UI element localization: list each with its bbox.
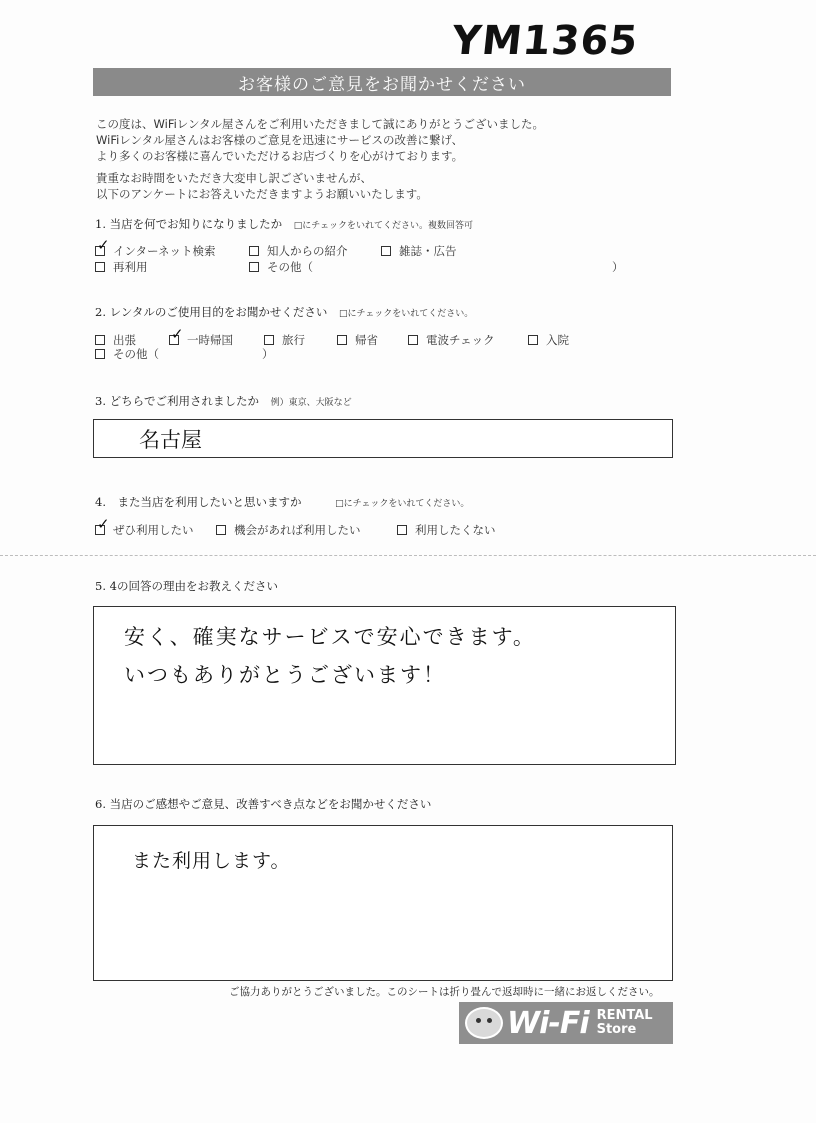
option-label: ぜひ利用したい xyxy=(113,523,194,537)
option-label: 一時帰国 xyxy=(187,333,233,347)
logo-sub-text xyxy=(597,1009,653,1037)
q1-option-internet[interactable] xyxy=(95,236,216,259)
q5-answer-box[interactable] xyxy=(93,606,676,765)
option-label: その他（ xyxy=(267,260,313,274)
q4-heading xyxy=(95,494,469,510)
checkbox[interactable] xyxy=(95,349,105,359)
option-label: 電波チェック xyxy=(426,333,495,347)
checkbox[interactable] xyxy=(95,335,105,345)
mascot-icon xyxy=(465,1007,503,1039)
intro-paragraph-2 xyxy=(96,170,428,202)
intro-line: 貴重なお時間をいただき大変申し訳ございませんが、 xyxy=(96,171,372,185)
q1-option-magazine[interactable] xyxy=(381,243,457,259)
checkbox[interactable] xyxy=(397,525,407,535)
q6-label: 6. 当店のご感想やご意見、改善すべき点などをお聞かせください xyxy=(95,797,432,811)
intro-line: この度は、WiFiレンタル屋さんをご利用いただきまして誠にありがとうございました。 xyxy=(96,117,545,131)
q3-handwritten-answer: 名古屋 xyxy=(139,428,202,452)
option-label: 再利用 xyxy=(113,260,148,274)
q5-handwritten-line: いつもありがとうございます！ xyxy=(124,663,446,687)
q1-label: 1. 当店を何でお知りになりましたか xyxy=(95,217,283,231)
q3-heading xyxy=(95,393,352,409)
logo-sub-top: RENTAL xyxy=(596,1008,653,1023)
q4-note: □にチェックをいれてください。 xyxy=(335,499,470,509)
q1-option-other[interactable] xyxy=(249,259,313,275)
q6-handwritten-answer: また利用します。 xyxy=(132,850,291,872)
checkbox[interactable] xyxy=(528,335,538,345)
checkbox[interactable] xyxy=(95,262,105,272)
q4-label: 4. また当店を利用したいと思いますか xyxy=(95,495,302,509)
intro-line: WiFiレンタル屋さんはお客様のご意見を迅速にサービスの改善に繋げ、 xyxy=(96,133,464,147)
option-label: 旅行 xyxy=(282,333,305,347)
q2-label: 2. レンタルのご使用目的をお聞かせください xyxy=(95,305,328,319)
checkbox[interactable] xyxy=(264,335,274,345)
checkbox[interactable] xyxy=(95,236,110,256)
option-label: 帰省 xyxy=(355,333,378,347)
intro-paragraph-1 xyxy=(96,116,544,164)
q3-answer-box[interactable] xyxy=(93,419,673,458)
q4-option-no[interactable] xyxy=(397,522,496,538)
fold-divider xyxy=(0,555,816,556)
check-mark-icon: ✓ xyxy=(97,236,110,254)
footer-note: ご協力ありがとうございました。このシートは折り畳んで返却時に一緒にお返しください。 xyxy=(229,986,660,998)
checkbox[interactable] xyxy=(249,246,259,256)
q4-option-definitely[interactable] xyxy=(95,515,194,538)
q2-option-hospital[interactable] xyxy=(528,332,569,348)
q2-option-other[interactable] xyxy=(95,346,159,362)
checkbox[interactable] xyxy=(249,262,259,272)
q1-heading xyxy=(95,216,473,232)
wifi-rental-store-logo xyxy=(459,1002,673,1044)
option-label: 機会があれば利用したい xyxy=(234,523,361,537)
logo-main-text: Wi-Fi xyxy=(507,1005,589,1041)
q2-other-close-paren: ） xyxy=(262,347,274,361)
q2-option-temp-return[interactable] xyxy=(169,325,233,348)
q1-option-reuse[interactable] xyxy=(95,259,148,275)
q1-option-referral[interactable] xyxy=(249,243,348,259)
q3-label: 3. どちらでご利用されましたか xyxy=(95,394,260,408)
checkbox[interactable] xyxy=(408,335,418,345)
q3-note: 例）東京、大阪など xyxy=(270,398,352,408)
q2-option-homecoming[interactable] xyxy=(337,332,378,348)
q5-label: 5. 4の回答の理由をお教えください xyxy=(95,579,278,593)
title-bar xyxy=(93,68,671,96)
handwritten-ref-code: YM1365 xyxy=(449,18,641,64)
checkbox[interactable] xyxy=(381,246,391,256)
option-label: その他（ xyxy=(113,347,159,361)
option-label: 利用したくない xyxy=(415,523,496,537)
option-label: インターネット検索 xyxy=(113,244,216,258)
q2-note: □にチェックをいれてください。 xyxy=(339,309,474,319)
option-label: 入院 xyxy=(546,333,569,347)
q6-answer-box[interactable] xyxy=(93,825,673,981)
q2-heading xyxy=(95,304,473,320)
check-mark-icon: ✓ xyxy=(97,515,110,533)
q4-option-if-chance[interactable] xyxy=(216,522,361,538)
option-label: 雑誌・広告 xyxy=(399,244,457,258)
q6-heading xyxy=(95,796,431,812)
checkbox[interactable] xyxy=(95,515,110,535)
intro-line: 以下のアンケートにお答えいただきますようお願いいたします。 xyxy=(96,187,428,201)
q5-heading xyxy=(95,578,278,594)
checkbox[interactable] xyxy=(169,325,184,345)
checkbox[interactable] xyxy=(337,335,347,345)
option-label: 知人からの紹介 xyxy=(267,244,348,258)
q1-other-close-paren: ） xyxy=(612,260,624,274)
page-title: お客様のご意見をお聞かせください xyxy=(238,74,526,95)
check-mark-icon: ✓ xyxy=(171,325,184,343)
checkbox[interactable] xyxy=(216,525,226,535)
q1-note: □にチェックをいれてください。複数回答可 xyxy=(293,221,474,231)
q2-option-signal-check[interactable] xyxy=(408,332,495,348)
logo-sub-bottom: Store xyxy=(596,1022,637,1037)
option-label: 出張 xyxy=(113,333,136,347)
intro-line: より多くのお客様に喜んでいただけるお店づくりを心がけております。 xyxy=(96,149,464,163)
q5-handwritten-line: 安く、確実なサービスで安心できます。 xyxy=(124,625,536,649)
